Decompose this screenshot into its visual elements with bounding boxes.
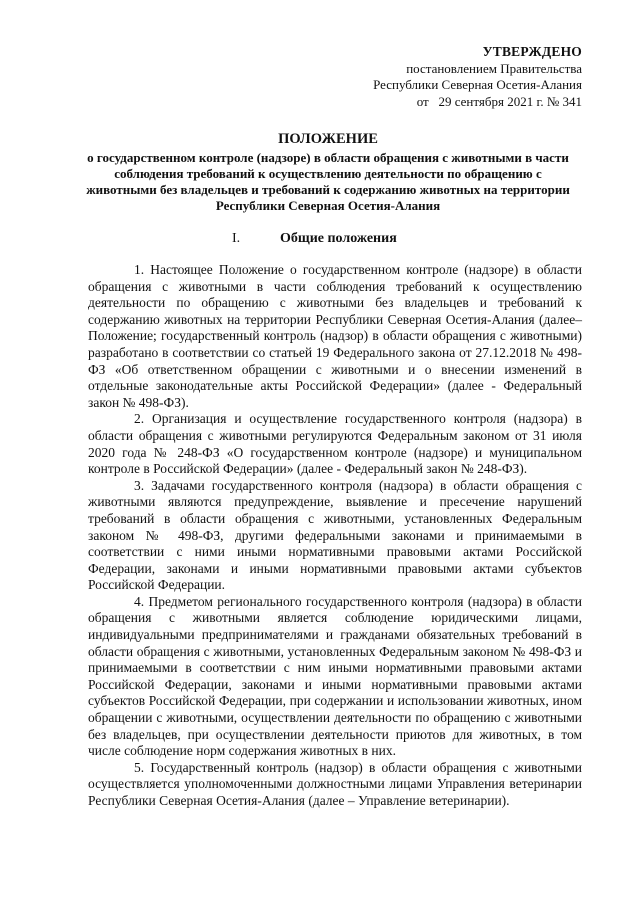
approval-heading: УТВЕРЖДЕНО [482,44,582,59]
paragraph: 3. Задачами государственного контроля (надзора) в области обращения с животными являются предупреждение, выявление и пресечение нарушений требований в области обращения с животными, установленных Федеральным законом № 498-ФЗ, другими федеральными законами и принимаемыми в соответствии с ними иными нормативными правовыми актами Российской Федерации, законами и иными нормативными правовыми актами субъектов Российской Федерации. [88,477,582,593]
paragraph: 1. Настоящее Положение о государственном контроле (надзоре) в области обращения с животными в части соблюдения требований к осуществлению деятельности по обращению с животными без владельцев и требований к содержанию животных на территории Республики Северная Осетия-Алания (далее– Положение; государственный контроль (надзор) в области обращения с животными) разработано в соответствии со статьей 19 Федерального закона от 27.12.2018 № 498-ФЗ «Об ответственном обращении с животными и о внесении изменений в отдельные законодательные акты Российской Федерации» (далее - Федеральный закон № 498-ФЗ). [88,262,582,410]
document-title-block [84,130,572,214]
paragraph: 5. Государственный контроль (надзор) в области обращения с животными осуществляется уполномоченными должностными лицами Управления ветеринарии Республики Северная Осетия-Алания (далее – Управление ветеринарии). [88,759,582,808]
section-heading [232,230,472,248]
approval-stamp [282,44,582,110]
approval-line: Республики Северная Осетия-Алания [373,77,582,92]
document-title: ПОЛОЖЕНИЕ [278,131,378,147]
paragraph: 2. Организация и осуществление государственного контроля (надзора) в области обращения с животными регулируются Федеральным законом от 31 июля 2020 года № 248-ФЗ «О государственном контроле (надзоре) и муниципальном контроле в Российской Федерации» (далее - Федеральный закон № 248-ФЗ). [88,411,582,477]
paragraph: 4. Предметом регионального государственного контроля (надзора) в области обращения с животными является соблюдение юридическими лицами, индивидуальными предпринимателями и гражданами обязательных требований в области обращения с животными, установленных Федеральным законом № 498-ФЗ и принимаемыми в соответствии с ним иными нормативными правовыми актами Российской Федерации, законами и иными нормативными правовыми актами субъектов Российской Федерации, при содержании и использовании животных, ином обращении с животными, осуществлении деятельности по обращению с животными без владельцев, при осуществлении деятельности приютов для животных, в том числе соблюдение норм содержания животных в них. [88,593,582,759]
approval-line: постановлением Правительства [406,60,582,76]
approval-date-line: от 29 сентября 2021 г. № 341 [416,93,582,109]
document-body [88,262,582,810]
section-name: Общие положения [280,231,397,246]
document-subtitle: о государственном контроле (надзоре) в области обращения с животными в части соблюдения требований к осуществлению деятельности по обращению с животными без владельцев и требований к содержанию животных на территории Республики Северная Осетия-Алания [86,150,570,213]
section-number: I. [232,231,241,246]
